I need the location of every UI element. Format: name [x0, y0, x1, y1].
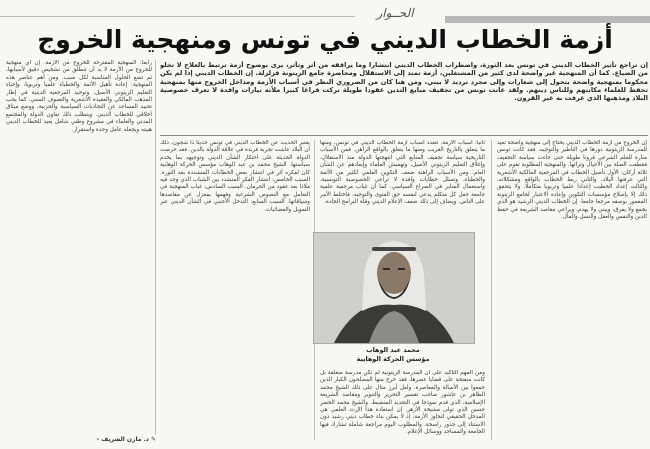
article-headline: أزمة الخطاب الديني في تونس ومنهجية الخروج [37, 25, 613, 54]
section-tag: الحــوار [376, 6, 414, 20]
photo-caption [313, 346, 473, 366]
lede-divider [160, 135, 648, 136]
portrait-illustration [314, 233, 474, 343]
article-column-1: إن الخروج من أزمة الخطاب الديني يحتاج إلى منهجية واضحة تعيد للمدرسة الزيتونية دورها في التأطير والتوجيه، فقد كانت تونس منارة للعلم الشرعي قرونا طويلة حتى جاءت سياسة التجفيف فقطعت الصلة بين الأجيال وتراثها. والمنهجية المطلوبة تقوم على ثلاثة أركان: الأول تأصيل الخطاب في المرجعية المالكية الأشعرية التي عرفتها البلاد، والثاني ربط الخطاب بالواقع ومشكلاته، والثالث إعداد الخطيب إعدادا علميا وتربويا متكاملا. ولا يتحقق ذلك إلا بإصلاح مؤسسات التكوين وإعادة الاعتبار لجامع الزيتونة المعمور بوصفه مرجعا جامعا. إن الخطاب الديني الرشيد هو الذي يجمع ولا يفرق، ويبني ولا يهدم، ويراعي مقاصد الشريعة في حفظ الدين والنفس والعقل والنسل والمال. [497, 140, 647, 221]
column-divider [155, 60, 156, 435]
portrait-photo [313, 232, 475, 344]
article-lede: إن تراجع تأثير الخطاب الديني في تونس بعد الثورة، واضطراب الخطاب الديني انتشارا وما يرافقه من أثر وتأثر، يرى بوضوح أزمة ترتبط بالعلاج لا تخلو من الضياع. كما أن المنهجية غير واضحة لدى كثير من المشتغلين، أزمة تمتد إلى الاستقلال ومحاضرة جامع الزيتونة فزلزلة. إن الخطاب الديني إذا لم يكن محكوما بمنهجية واضحة يتحول إلى شعارات وإلى مجرد ترديد لا يبني، ومن هنا كان من الضروري النظر في أسباب الأزمة ومداخل الخروج منها بمنهجية تحفظ للعلماء مكانتهم وللناس دينهم. ولقد عانت تونس من تجفيف منابع التدين عقودا طويلة تركت فراغا كبيرا ملأته تيارات وافدة لا تعرف خصوصية البلاد ومذهبها الذي عرفت به عبر القرون. [160, 61, 648, 103]
article-column-2: ثانيا: أسباب الأزمة. تتعدد أسباب أزمة الخطاب الديني في تونس، ومنها ما يتعلق بالتاريخ القريب ومنها ما يتعلق بالواقع الراهن. فمن الأسباب التاريخية سياسة تجفيف المنابع التي انتهجتها الدولة منذ الاستقلال، وإغلاق التعليم الزيتوني الأصيل، وتهميش العلماء وإبعادهم عن الشأن العام. ومن الأسباب الراهنة ضعف التكوين العلمي لكثير من الأئمة والخطباء، وتسلل خطابات وافدة لا تراعي الخصوصية التونسية، واستعمال المنابر في الصراع السياسي. كما أن غياب مرجعية علمية جامعة جعل كل متكلم يدعي لنفسه حق الفتوى والتوجيه، فاختلط الأمر على الناس. ويضاف إلى ذلك ضعف الإعلام الديني وقلة البرامج الجادة. [320, 140, 485, 206]
article-byline: ✎ د. مازن الشريف - [96, 436, 156, 443]
article-column-5: رابعا: المنهجية المقترحة للخروج من الأزمة. إن أي منهجية للخروج من الأزمة لا بد أن تنطلق من تشخيص دقيق لأسبابها، ثم تضع الحلول المناسبة لكل سبب. ومن أهم عناصر هذه المنهجية: إعادة تأهيل الأئمة والخطباء علميا وتربويا، وإحياء التعليم الزيتوني الأصيل، وتوحيد المرجعية الدينية في إطار المذهب المالكي والعقيدة الأشعرية والتصوف السني. كما يجب تحييد المساجد عن التجاذبات السياسية والحزبية، ووضع ميثاق أخلاقي للخطاب الديني. ويتطلب ذلك تعاون الدولة والمجتمع المدني والعلماء في مشروع وطني شامل يعيد للخطاب الديني هيبته ويجعله عامل وحدة واستقرار. [6, 60, 152, 133]
section-rule-thin [0, 16, 355, 17]
article-column-4: ومن المهم التأكيد على أن المدرسة الزيتونية لم تكن مدرسة منغلقة بل كانت منفتحة على قضايا عصرها، فقد خرج منها المصلحون الكبار الذين جمعوا بين الأصالة والمعاصرة. ولعل أبرز مثال على ذلك الشيخ محمد الطاهر بن عاشور صاحب تفسير التحرير والتنوير ومقاصد الشريعة الإسلامية، الذي قدم نموذجا في التجديد المنضبط. والشيخ محمد الخضر حسين الذي تولى مشيخة الأزهر. إن استعادة هذا الإرث العلمي هي المدخل الحقيقي لتجاوز الأزمة، إذ لا يمكن بناء خطاب ديني رشيد دون الاستناد إلى جذور راسخة. والمطلوب اليوم مراجعة شاملة تشارك فيها الجامعة والمساجد ووسائل الإعلام. [320, 370, 485, 436]
column-divider [491, 140, 492, 440]
article-column-3: يعتبر الحديث عن الخطاب الديني في تونس حديثا ذا شجون، ذلك أن البلاد عاشت تجربة فريدة في علاقة الدولة بالدين. فقد حرصت الدولة الحديثة على احتكار الشأن الديني وتوجيهه بما يخدم سياستها. الشيخ محمد بن عبد الوهاب مؤسس الحركة الوهابية كان لفكره أثر في انتشار بعض الخطابات المتشددة بعد الثورة. السبب الخامس: انتشار الفكر المتشدد بين الشباب الذي وجد فيه ملاذا بعد عقود من الحرمان. السبب السادس: غياب المنهجية في التعامل مع النصوص الشرعية وفهمها بمعزل عن مقاصدها وسياقاتها. السبب السابع: التدخل الأجنبي في الشأن الديني عبر التمويل والفضائيات. [160, 140, 310, 213]
photo-caption-name: محمد عبد الوهاب [366, 346, 420, 354]
photo-caption-title: مؤسس الحركة الوهابية [356, 355, 430, 363]
